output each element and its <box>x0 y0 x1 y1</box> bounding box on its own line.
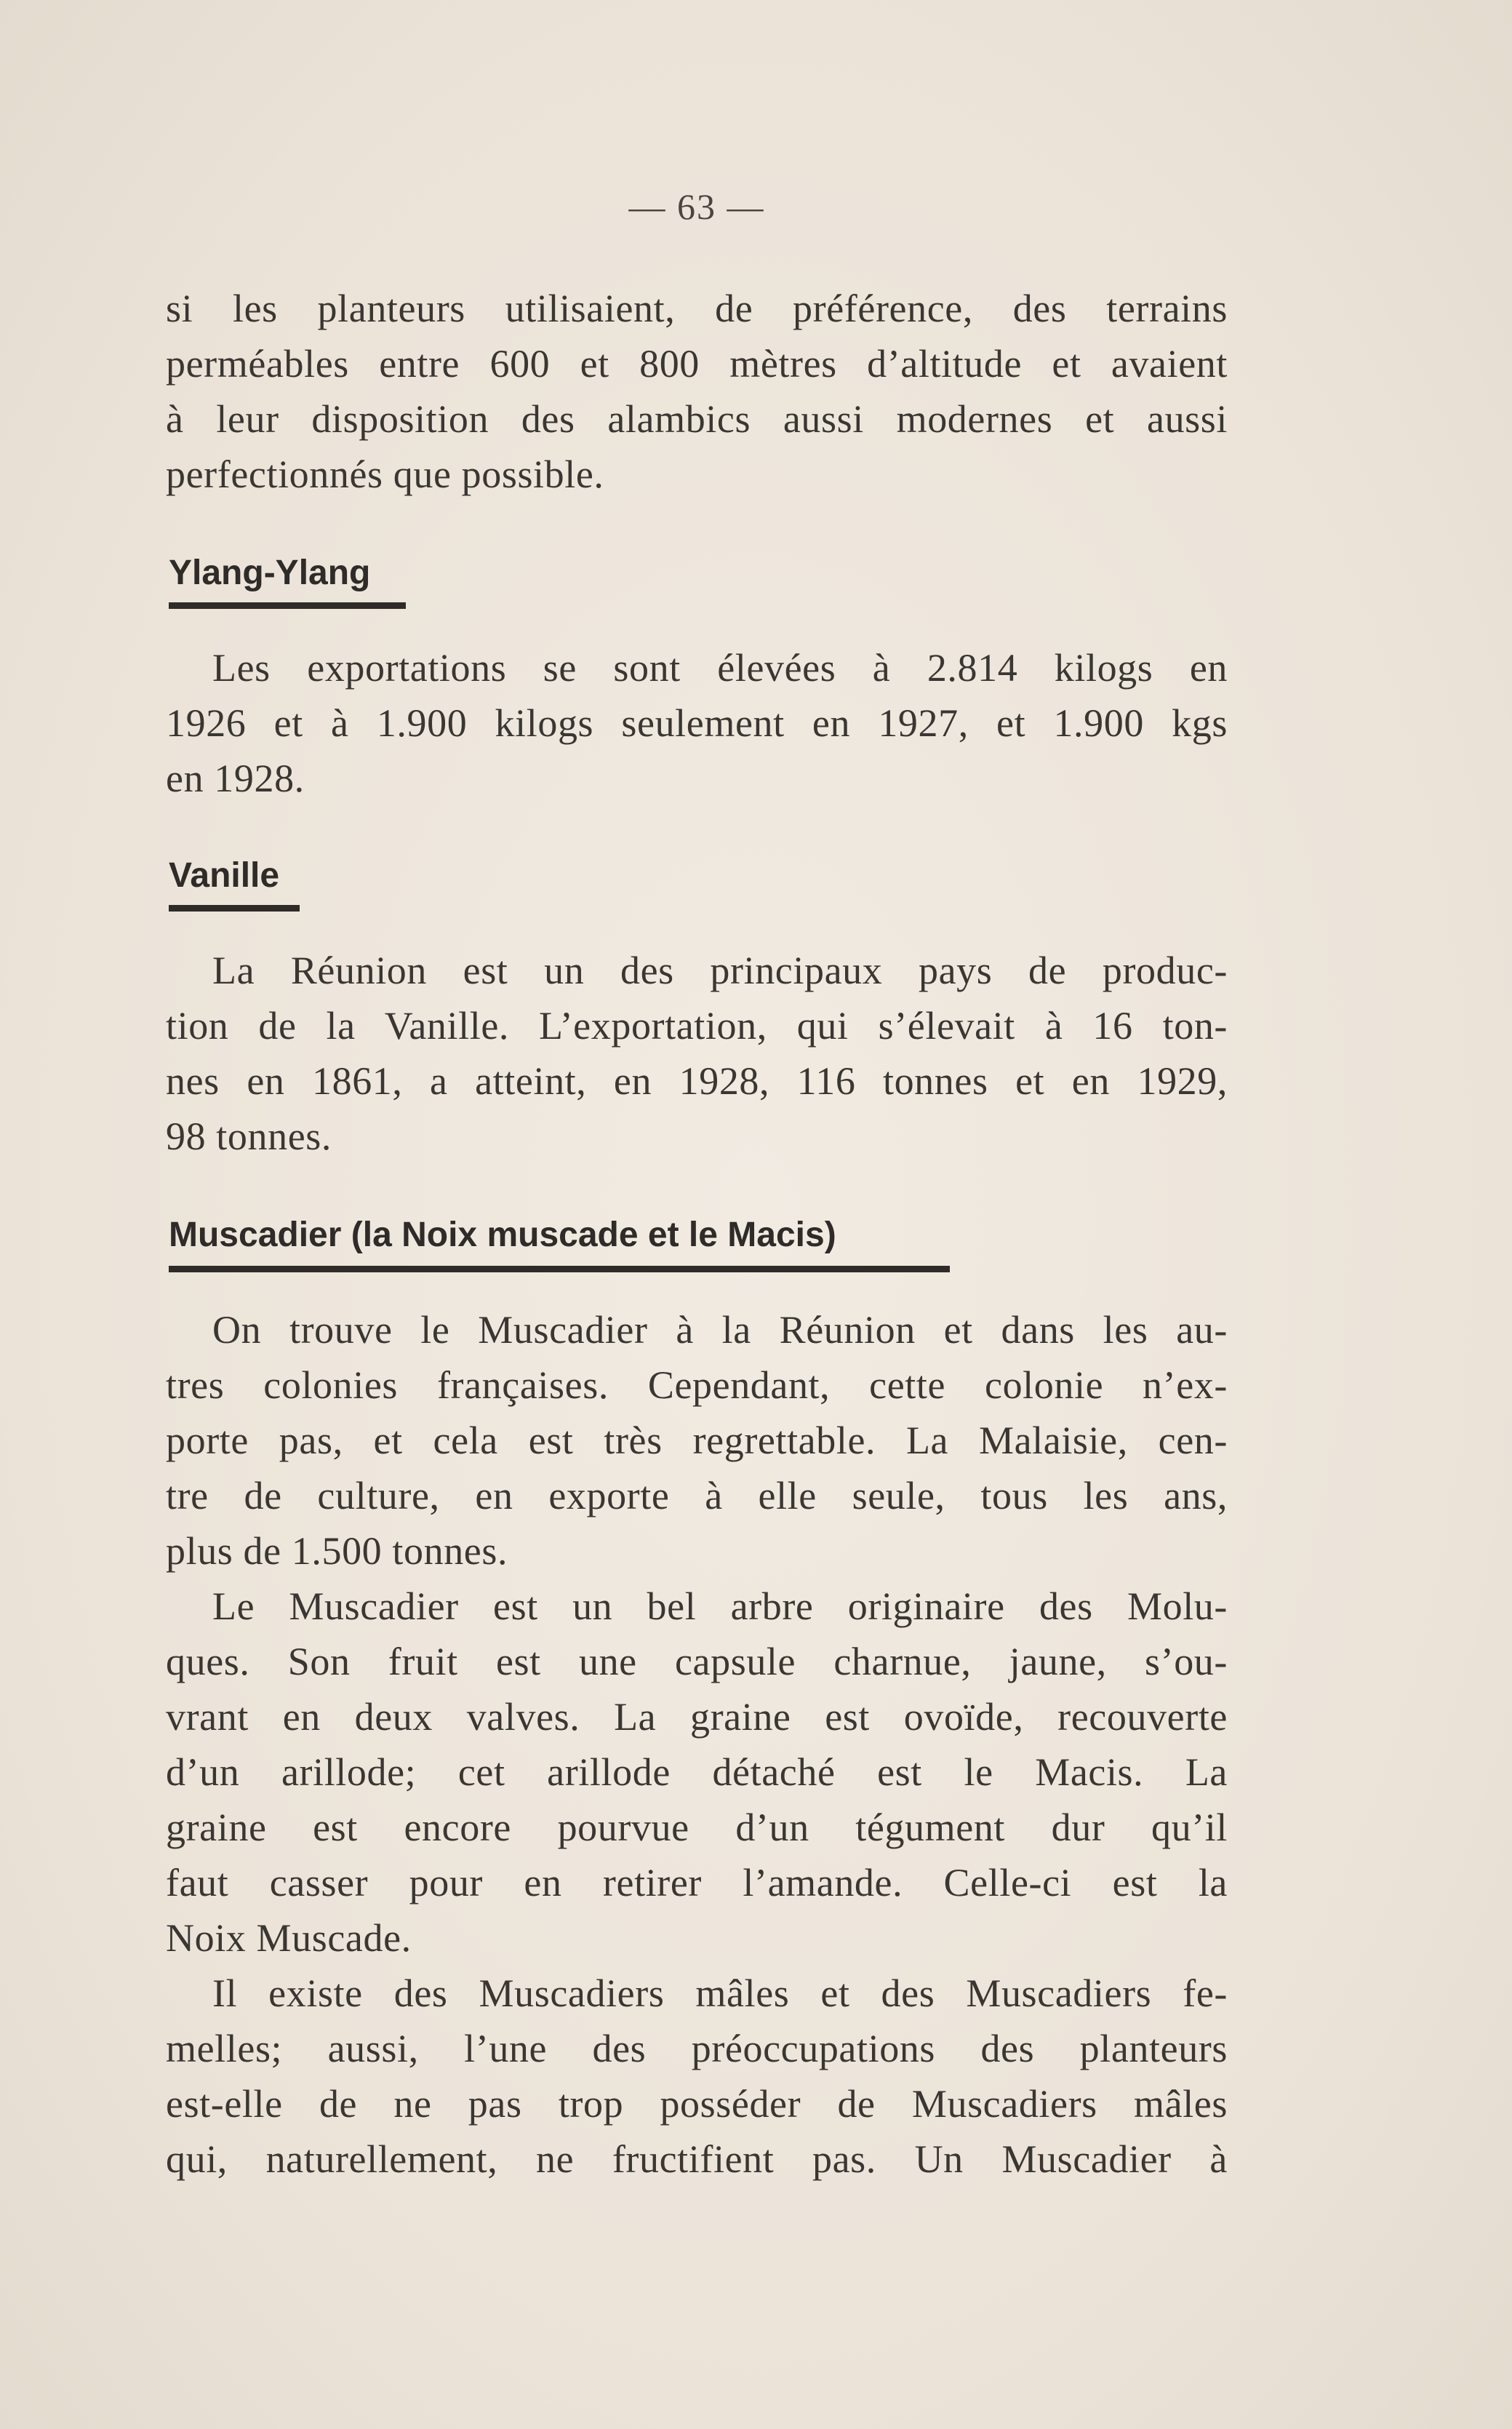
text-line: Le Muscadier est un bel arbre originaire des Molu- <box>212 1584 1228 1628</box>
text-line: tion de la Vanille. L’exportation, qui s’élevait à 16 ton- <box>166 1004 1228 1048</box>
section-heading-vanille: Vanille <box>169 856 280 895</box>
text-line: On trouve le Muscadier à la Réunion et dans les au- <box>212 1308 1228 1352</box>
muscadier-paragraph-3 <box>166 1966 1228 2187</box>
text-line: perfectionnés que possible. <box>166 452 604 496</box>
heading-underline <box>169 1266 950 1272</box>
section-heading-muscadier: Muscadier (la Noix muscade et le Macis) <box>169 1216 836 1254</box>
heading-underline <box>169 602 406 609</box>
text-line: faut casser pour en retirer l’amande. Celle-ci est la <box>166 1861 1228 1904</box>
text-line: nes en 1861, a atteint, en 1928, 116 tonnes et en 1929, <box>166 1059 1228 1103</box>
text-line: La Réunion est un des principaux pays de produc- <box>212 949 1228 992</box>
text-line: porte pas, et cela est très regrettable. La Malaisie, cen- <box>166 1419 1228 1462</box>
vanille-paragraph <box>166 943 1228 1164</box>
text-line: en 1928. <box>166 757 305 800</box>
text-line: Les exportations se sont élevées à 2.814 kilogs en <box>212 646 1228 690</box>
text-line: tre de culture, en exporte à elle seule, tous les ans, <box>166 1474 1228 1517</box>
section-heading-ylang-ylang: Ylang-Ylang <box>169 554 371 592</box>
text-line: graine est encore pourvue d’un tégument dur qu’il <box>166 1806 1228 1849</box>
text-line: Il existe des Muscadiers mâles et des Muscadiers fe- <box>212 1971 1228 2015</box>
text-line: 1926 et à 1.900 kilogs seulement en 1927, et 1.900 kgs <box>166 701 1228 745</box>
muscadier-paragraph-2 <box>166 1579 1228 1966</box>
text-line: Noix Muscade. <box>166 1916 412 1960</box>
text-line: 98 tonnes. <box>166 1114 332 1158</box>
text-line: à leur disposition des alambics aussi modernes et aussi <box>166 397 1228 441</box>
text-line: plus de 1.500 tonnes. <box>166 1529 508 1573</box>
heading-underline <box>169 905 300 912</box>
text-line: vrant en deux valves. La graine est ovoïde, recouverte <box>166 1695 1228 1739</box>
text-line: est-elle de ne pas trop posséder de Muscadiers mâles <box>166 2082 1228 2126</box>
intro-paragraph <box>166 281 1228 502</box>
text-line: tres colonies françaises. Cependant, cette colonie n’ex- <box>166 1363 1228 1407</box>
muscadier-paragraph-1 <box>166 1302 1228 1579</box>
text-line: qui, naturellement, ne fructifient pas. Un Muscadier à <box>166 2137 1228 2181</box>
text-line: melles; aussi, l’une des préoccupations des planteurs <box>166 2027 1228 2070</box>
text-line: si les planteurs utilisaient, de préférence, des terrains <box>166 287 1228 330</box>
page-number: — 63 — <box>628 186 765 227</box>
text-line: perméables entre 600 et 800 mètres d’altitude et avaient <box>166 342 1228 386</box>
text-line: ques. Son fruit est une capsule charnue, jaune, s’ou- <box>166 1640 1228 1683</box>
text-line: d’un arillode; cet arillode détaché est le Macis. La <box>166 1750 1228 1794</box>
ylang-paragraph <box>166 640 1228 806</box>
